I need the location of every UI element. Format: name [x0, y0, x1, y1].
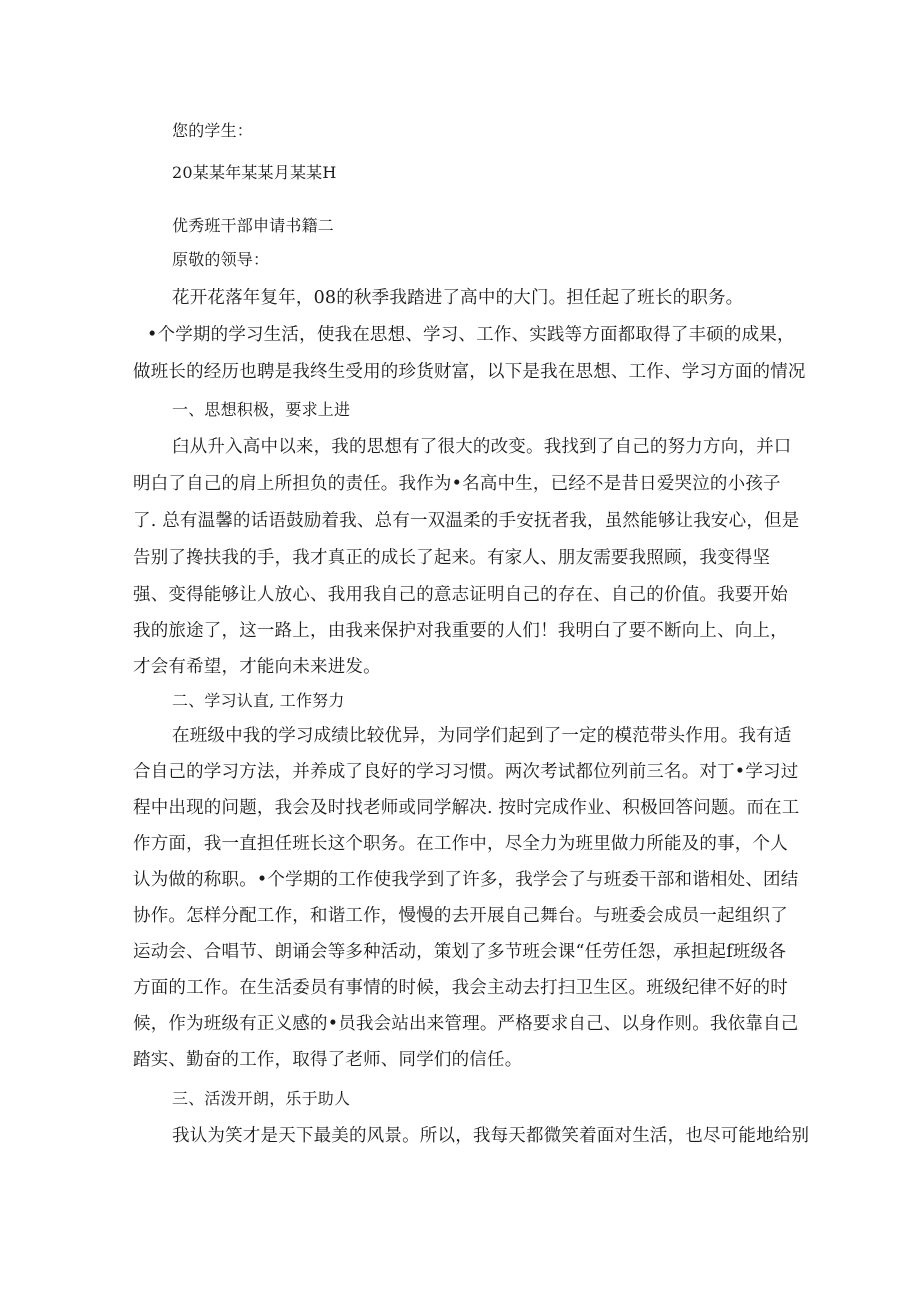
paragraph-line: 踏实、勤奋的工作，取得了老师、同学们的信任。 [133, 1050, 523, 1070]
section-heading: 一、思想积极，要求上进 [172, 400, 351, 419]
salutation: 原敬的领导： [172, 250, 270, 269]
paragraph-line: 了. 总有温馨的话语鼓励着我、总有一双温柔的手安抚者我，虽然能够让我安心，但是 [133, 511, 800, 531]
paragraph-line: 才会有希望，才能向未来进发。 [133, 657, 381, 677]
closing-signature: 您的学生： [172, 121, 254, 140]
paragraph-line: 在班级中我的学习成绩比较优异，为同学们起到了一定的模范带头作用。我有适 [172, 726, 792, 746]
paragraph-line: 程中出现的问题，我会及时找老师或同学解决. 按时完成作业、积极回答问题。而在工 [133, 798, 800, 818]
paragraph-line: 告别了搀扶我的手，我才真正的成长了起来。有家人、朋友需要我照顾，我变得坚 [133, 548, 771, 568]
paragraph-line: 作方面，我一直担任班长这个职务。在工作中，尽全力为班里做力所能及的事，个人 [133, 834, 788, 854]
section-heading: 三、活泼开朗，乐于助人 [172, 1089, 351, 1108]
intro-line: 做班长的经历也聘是我终生受用的珍货财富，以下是我在思想、工作、学习方面的情况 [133, 362, 806, 382]
paragraph-line: 认为做的称职。•个学期的工作使我学到了许多，我学会了与班委干部和谐相处、团结 [133, 870, 799, 890]
paragraph-line: 明白了自己的肩上所担负的责任。我作为•名高中生，已经不是昔日爱哭泣的小孩子 [133, 474, 781, 494]
paragraph-line: 我的旅途了，这一路上，由我来保护对我重要的人们！我明白了要不断向上、向上， [133, 621, 788, 641]
paragraph-line: 我认为笑才是天下最美的风景。所以，我每天都微笑着面对生活，也尽可能地给别 [172, 1126, 810, 1146]
paragraph-line: 合自己的学习方法，并养成了良好的学习习惯。两次考试都位列前三名。对丁•学习过 [133, 762, 799, 782]
section-title: 优秀班干部申请书籍二 [172, 216, 335, 235]
paragraph-line: 强、变得能够让人放心、我用我自己的意志证明自己的存在、自己的价值。我要开始 [133, 585, 788, 605]
paragraph-line: 候，作为班级有正义感的•员我会站出来管理。严格要求自己、以身作则。我依靠自己 [133, 1014, 799, 1034]
paragraph-line: 协作。怎样分配工作，和谐工作，慢慢的去开展自己舞台。与班委会成员一起组织了 [133, 906, 788, 926]
paragraph-line: 方面的工作。在生活委员有事情的时候，我会主动去打扫卫生区。班级纪律不好的时 [133, 978, 788, 998]
intro-line: •个学期的学习生活，使我在思想、学习、工作、实践等方面都取得了丰硕的成果， [147, 325, 795, 345]
paragraph-line: 臼从升入高中以来，我的思想有了很大的改变。我找到了自己的努力方向，并口 [172, 437, 792, 457]
paragraph-line: 运动会、合唱节、朗诵会等多种活动，策划了多节班会课“任劳任怨，承担起f班级各 [133, 942, 787, 962]
intro-line: 花开花落年复年，08的秋季我踏进了高中的大门。担任起了班长的职务。 [172, 288, 744, 308]
closing-date: 20某某年某某月某某H [172, 163, 337, 182]
section-heading: 二、学习认直, 工作努力 [172, 691, 345, 710]
